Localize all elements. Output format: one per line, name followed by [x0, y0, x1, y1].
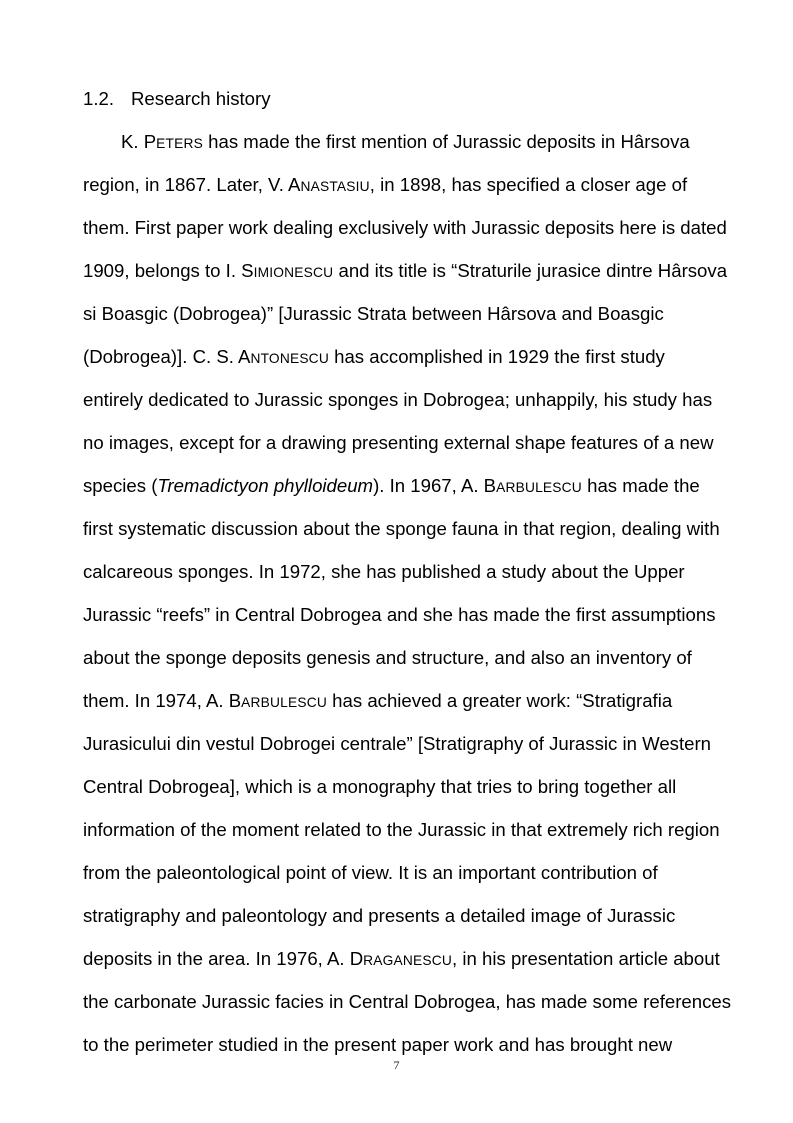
text-line-18: from the paleontological point of view. It is an important contribution of [83, 862, 658, 883]
text-line-19: stratigraphy and paleontology and presents a detailed image of Jurassic [83, 905, 676, 926]
text-line-11: calcareous sponges. In 1972, she has published a study about the Upper [83, 561, 685, 582]
author-name-barbulescu: A. BARBULESCU [460, 475, 582, 496]
text-line-16: Central Dobrogea], which is a monography that tries to bring together all [83, 776, 677, 797]
text-line-14: them. In 1974, A. BARBULESCU has achieved a greater work: “Stratigrafia [83, 690, 673, 711]
text-line-9: species (Tremadictyon phylloideum). In 1967, A. BARBULESCU has made the [83, 475, 700, 496]
author-name-barbulescu: A. BARBULESCU [206, 690, 328, 711]
text-line-8: no images, except for a drawing presenting external shape features of a new [83, 432, 714, 453]
page-number: 7 [393, 1058, 400, 1072]
text-line-1: K. PETERS has made the first mention of Jurassic deposits in Hârsova [121, 131, 690, 152]
text-line-13: about the sponge deposits genesis and structure, and also an inventory of [83, 647, 692, 668]
text-line-5: si Boasgic (Dobrogea)” [Jurassic Strata between Hârsova and Boasgic [83, 303, 664, 324]
text-line-21: the carbonate Jurassic facies in Central Dobrogea, has made some references [83, 991, 732, 1012]
text-line-2: region, in 1867. Later, V. ANASTASIU, in 1898, has specified a closer age of [83, 174, 688, 195]
author-name-peters: K. PETERS [121, 131, 203, 152]
text-line-22: to the perimeter studied in the present paper work and has brought new [83, 1034, 673, 1055]
text-line-12: Jurassic “reefs” in Central Dobrogea and she has made the first assumptions [83, 604, 716, 625]
section-heading [83, 88, 271, 110]
text-line-17: information of the moment related to the Jurassic in that extremely rich region [83, 819, 720, 840]
text-line-15: Jurasicului din vestul Dobrogei centrale” [Stratigraphy of Jurassic in Western [83, 733, 711, 754]
text-line-4: 1909, belongs to I. SIMIONESCU and its title is “Straturile jurasice dintre Hârsova [83, 260, 728, 281]
text-line-20: deposits in the area. In 1976, A. DRAGANESCU, in his presentation article about [83, 948, 720, 969]
text-line-7: entirely dedicated to Jurassic sponges in Dobrogea; unhappily, his study has [83, 389, 713, 410]
text-line-6: (Dobrogea)]. C. S. ANTONESCU has accomplished in 1929 the first study [83, 346, 665, 367]
section-number: 1.2. [83, 88, 115, 109]
author-name-antonescu: C. S. ANTONESCU [192, 346, 329, 367]
author-name-simionescu: I. SIMIONESCU [225, 260, 334, 281]
author-name-anastasiu: V. ANASTASIU [268, 174, 370, 195]
text-line-3: them. First paper work dealing exclusively with Jurassic deposits here is dated [83, 217, 727, 238]
species-name: Tremadictyon phylloideum [157, 475, 374, 496]
text-line-10: first systematic discussion about the sponge fauna in that region, dealing with [83, 518, 720, 539]
section-title: Research history [131, 88, 271, 109]
author-name-draganescu: A. DRAGANESCU [326, 948, 453, 969]
